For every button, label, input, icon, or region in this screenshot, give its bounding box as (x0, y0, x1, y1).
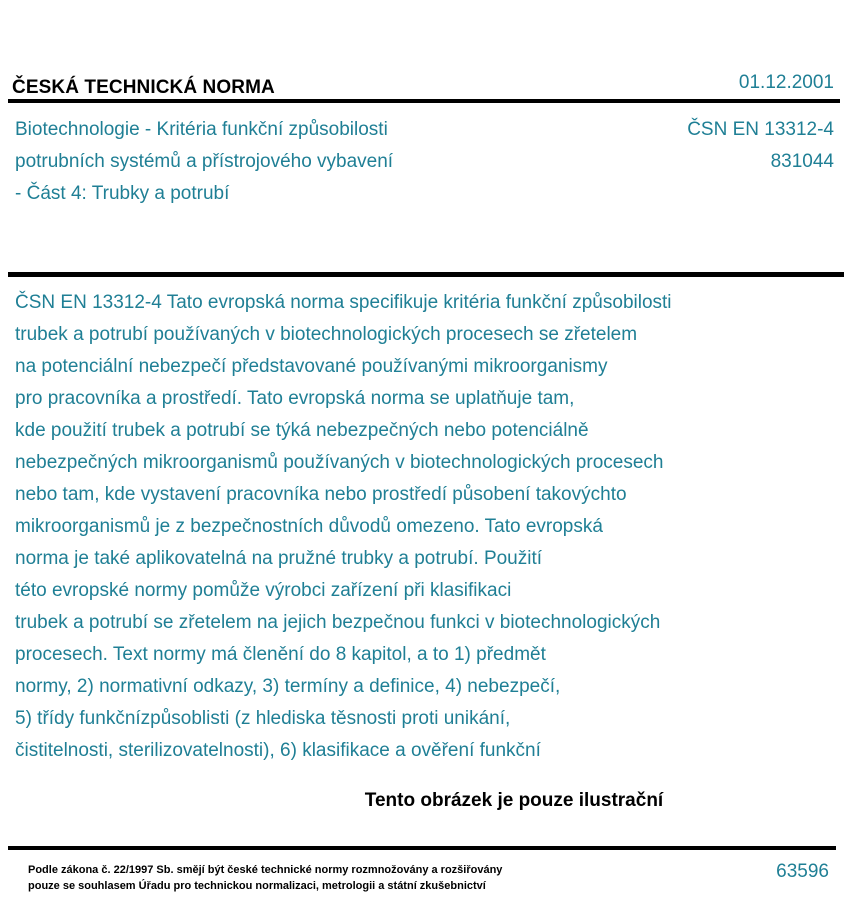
abstract-line: normy, 2) normativní odkazy, 3) termíny a definice, 4) nebezpečí, (15, 676, 561, 697)
abstract-line: trubek a potrubí se zřetelem na jejich bezpečnou funkci v biotechnologických (15, 612, 661, 633)
abstract-line: mikroorganismů je z bezpečnostních důvodů omezeno. Tato evropská (15, 516, 603, 537)
legal-notice-line: Podle zákona č. 22/1997 Sb. smějí být české technické normy rozmnožovány a rozšiřovány (28, 864, 503, 876)
legal-notice-line: pouze se souhlasem Úřadu pro technickou normalizaci, metrologii a státní zkušebnictví (28, 880, 486, 892)
illustration-notice: Tento obrázek je pouze ilustrační (364, 790, 664, 811)
abstract-line: ČSN EN 13312-4 Tato evropská norma specifikuje kritéria funkční způsobilosti (15, 292, 672, 313)
page-number: 63596 (776, 861, 829, 882)
section-divider (8, 272, 844, 277)
standard-title-line: Biotechnologie - Kritéria funkční způsobilosti (15, 119, 388, 140)
legal-notice (28, 862, 502, 894)
class-number: 831044 (770, 151, 834, 172)
publication-date: 01.12.2001 (738, 72, 834, 93)
standard-codes (687, 114, 834, 178)
standard-title (15, 114, 393, 210)
abstract-line: 5) třídy funkčnízpůsoblisti (z hlediska těsnosti proti unikání, (15, 708, 511, 729)
document-type-title: ČESKÁ TECHNICKÁ NORMA (12, 77, 275, 98)
abstract-line: pro pracovníka a prostředí. Tato evropská norma se uplatňuje tam, (15, 388, 575, 409)
abstract-line: procesech. Text normy má členění do 8 kapitol, a to 1) předmět (15, 644, 546, 665)
footer-divider (8, 846, 836, 850)
standard-title-line: potrubních systémů a přístrojového vybavení (15, 151, 394, 172)
abstract-line: norma je také aplikovatelná na pružné trubky a potrubí. Použití (15, 548, 543, 569)
abstract-line: nebezpečných mikroorganismů používaných v biotechnologických procesech (15, 452, 664, 473)
header-divider (8, 99, 840, 103)
abstract-line: trubek a potrubí používaných v biotechnologických procesech se zřetelem (15, 324, 638, 345)
abstract-line: kde použití trubek a potrubí se týká nebezpečných nebo potenciálně (15, 420, 589, 441)
standard-title-line: - Část 4: Trubky a potrubí (15, 183, 230, 204)
abstract-line: čistitelnosti, sterilizovatelnosti), 6) klasifikace a ověření funkční (15, 740, 541, 761)
abstract-line: na potenciální nebezpečí představované používanými mikroorganismy (15, 356, 608, 377)
abstract-text (15, 287, 672, 767)
abstract-line: nebo tam, kde vystavení pracovníka nebo prostředí působení takovýchto (15, 484, 627, 505)
standard-code: ČSN EN 13312-4 (687, 119, 834, 140)
abstract-line: této evropské normy pomůže výrobci zařízení při klasifikaci (15, 580, 512, 601)
